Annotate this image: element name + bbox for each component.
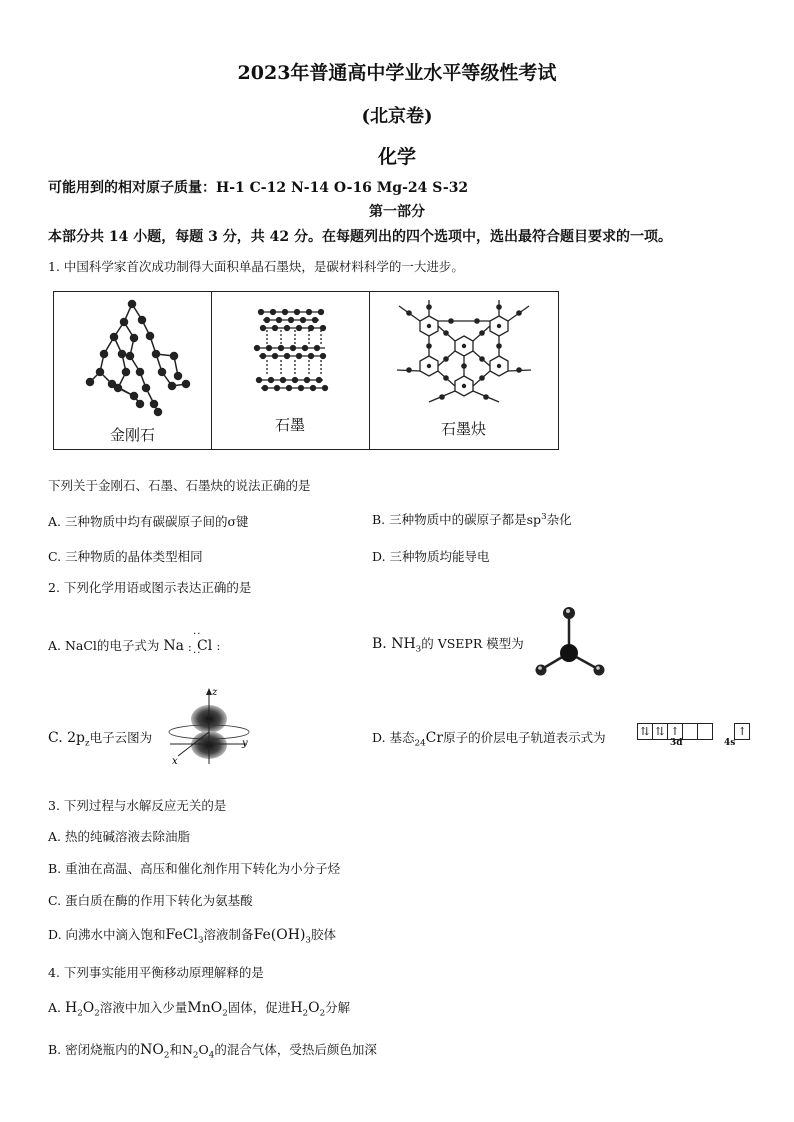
chloride-dot-structure: : ·· Cl ·· : (188, 629, 221, 659)
q1-option-a: A. 三种物质中均有碳碳原子间的σ键 (48, 514, 249, 529)
exam-subtitle: (北京卷) (361, 106, 433, 127)
q4-option-a: A. $H_2O_2$溶液中加入少量MnO$_2$固体，促进$H_2O_2$分解 (48, 1000, 351, 1019)
graphdiyne-structure-image (369, 292, 558, 412)
cr-orbital-diagram (638, 721, 750, 748)
2pz-electron-cloud-image (160, 682, 260, 768)
q1-option-b: B. 三种物质中的碳原子都是$sp^3$杂化 (372, 511, 572, 527)
exam-title: 2023年普通高中学业水平等级性考试 (237, 62, 557, 84)
diamond-label: 金刚石 (109, 426, 155, 444)
q1-option-d: D. 三种物质均能导电 (372, 549, 490, 564)
q2-option-b: B. $NH_3$的 VSEPR 模型为 (372, 636, 524, 655)
q3-option-b: B. 重油在高温、高压和催化剂作用下转化为小分子烃 (48, 861, 341, 876)
graphite-label: 石墨 (274, 416, 305, 434)
graphite-cell (211, 292, 370, 449)
orbital-3d-4 (682, 723, 698, 740)
orbital-4s-label: 4s (724, 738, 736, 748)
q4-option-b: B. 密闭烧瓶内的$NO_2$和$N_2O_4$的混合气体，受热后颜色加深 (48, 1042, 377, 1061)
orbital-3d-2: ⇅ (652, 723, 668, 740)
orbital-3d-1: ⇅ (637, 723, 653, 740)
q3-stem: 3. 下列过程与水解反应无关的是 (48, 798, 227, 813)
z-axis-label: z (212, 687, 218, 698)
q2-option-d: D. 基态$_{24}$Cr原子的价层电子轨道表示式为 (372, 730, 606, 749)
nh3-vsepr-model-image (528, 603, 608, 683)
q2-stem: 2. 下列化学用语或图示表达正确的是 (48, 580, 252, 595)
q2-option-a: A. NaCl的电子式为 Na : ·· Cl ·· : (48, 636, 224, 654)
part-name: 第一部分 (369, 204, 425, 220)
y-axis-label: y (242, 738, 248, 749)
q3-option-d: D. 向沸水中滴入饱和FeCl$_3$溶液制备$Fe(OH)_3$胶体 (48, 927, 336, 946)
diamond-structure-image (54, 292, 211, 417)
orbital-3d-3: ↑ (667, 723, 683, 740)
orbital-3d-label: 3d (670, 738, 683, 748)
q1-question: 下列关于金刚石、石墨、石墨炔的说法正确的是 (48, 478, 311, 493)
x-axis-label: x (172, 756, 178, 767)
diamond-cell (54, 292, 212, 449)
graphdiyne-label: 石墨炔 (440, 420, 486, 438)
graphdiyne-cell (369, 292, 558, 449)
q4-stem: 4. 下列事实能用平衡移动原理解释的是 (48, 965, 264, 980)
q1-option-c: C. 三种物质的晶体类型相同 (48, 549, 203, 564)
part-instruction: 本部分共 14 小题，每题 3 分，共 42 分。在每题列出的四个选项中，选出最符合题目要求的一项。 (48, 229, 672, 245)
q3-option-c: C. 蛋白质在酶的作用下转化为氨基酸 (48, 893, 253, 908)
q1-stem: 1. 中国科学家首次成功制得大面积单晶石墨炔，是碳材料科学的一大进步。 (48, 259, 464, 274)
graphite-structure-image (211, 292, 369, 407)
q1-figure-table (53, 291, 559, 450)
atomic-masses: 可能用到的相对原子质量：H-1 C-12 N-14 O-16 Mg-24 S-32 (48, 180, 469, 196)
subject-title: 化学 (377, 146, 416, 168)
orbital-4s: ↑ (734, 723, 750, 740)
q2-option-c: C. $2p_z$电子云图为 (48, 730, 153, 749)
orbital-3d-5 (697, 723, 713, 740)
q3-option-a: A. 热的纯碱溶液去除油脂 (48, 829, 190, 844)
